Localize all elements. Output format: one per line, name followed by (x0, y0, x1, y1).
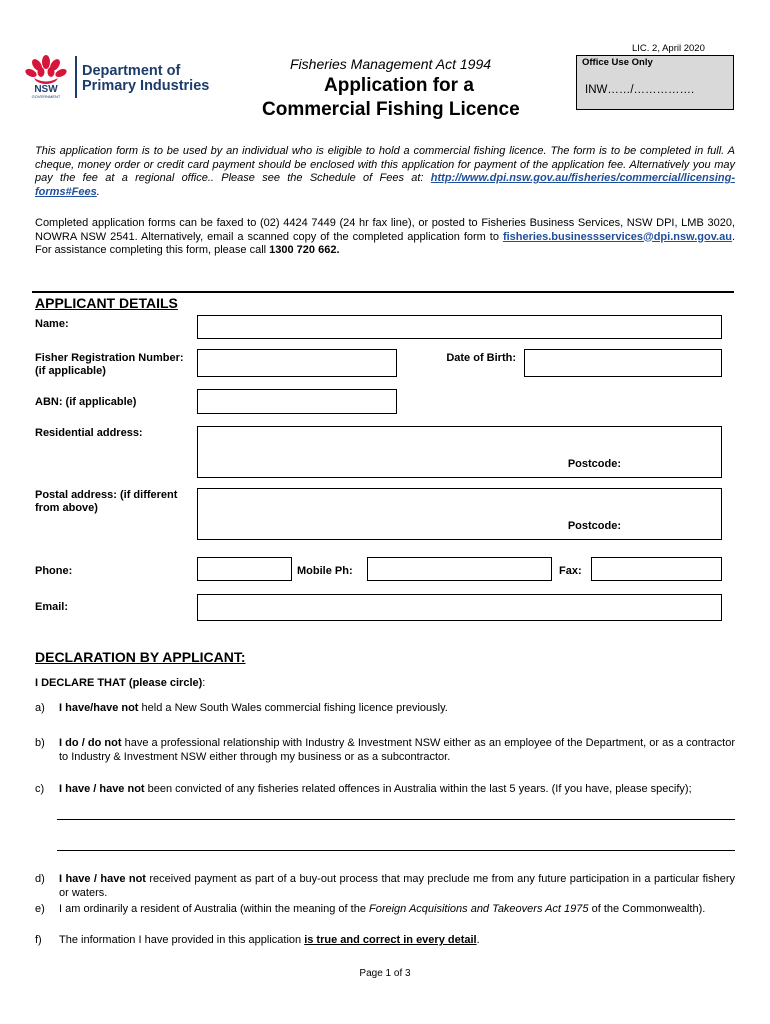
fisher-registration-label: Fisher Registration Number: (if applicable) (35, 352, 184, 377)
assistance-phone: 1300 720 662. (269, 244, 340, 256)
form-code: LIC. 2, April 2020 (632, 43, 705, 54)
mobile-label: Mobile Ph: (297, 565, 353, 577)
name-label: Name: (35, 318, 69, 330)
dob-label: Date of Birth: (446, 352, 516, 364)
email-link[interactable]: fisheries.businessservices@dpi.nsw.gov.au (502, 230, 732, 243)
residential-address-input[interactable] (197, 426, 722, 478)
offence-details-line-2[interactable] (57, 850, 735, 851)
residential-postcode-label: Postcode: (567, 458, 621, 470)
office-use-reference: INW……/……………. (585, 84, 695, 96)
email-input[interactable] (197, 594, 722, 621)
phone-input[interactable] (197, 557, 292, 581)
submission-paragraph: Completed application forms can be faxed to (02) 4424 7449 (24 hr fax line), or posted to Fisheries Business Services, NSW DPI, LMB 3020, NOWRA NSW 2541. Alternatively, email a scanned copy of the completed application form to fisheries.businessservices@dpi.nsw.gov.au. For assistance completing this form, please call 1300 720 662. (35, 217, 735, 256)
office-use-label: Office Use Only (582, 57, 653, 68)
intro-paragraph: This application form is to be used by an individual who is eligible to hold a commercial fishing licence. The form is to be completed in full. A cheque, money order or credit card payment should be enclosed with this application for payment of the application fee. Alternatively you may pay the fee at a regional office.. Please see the Schedule of Fees at: http://www.dpi.nsw.gov.au/fisheries/commercial/licensing-forms#Fees. (35, 145, 735, 198)
phone-label: Phone: (35, 565, 73, 577)
fees-link[interactable]: http://www.dpi.nsw.gov.au/fisheries/commercial/licensing-forms#Fees (35, 172, 735, 198)
government-wordmark: GOVERNMENT (31, 94, 61, 99)
fisher-registration-input[interactable] (197, 349, 397, 377)
mobile-input[interactable] (367, 557, 552, 581)
dpi-logo (24, 54, 224, 100)
applicant-details-heading: APPLICANT DETAILS (35, 295, 178, 311)
postal-address-input[interactable] (197, 488, 722, 540)
postal-postcode-label: Postcode: (567, 520, 621, 532)
fax-input[interactable] (591, 557, 722, 581)
act-title: Fisheries Management Act 1994 (290, 56, 492, 72)
office-use-box (576, 55, 734, 110)
form-title-line2: Commercial Fishing Licence (262, 99, 520, 120)
email-label: Email: (35, 601, 69, 613)
postal-address-label: Postal address: (if different from above) (35, 489, 178, 514)
page-number: Page 1 of 3 (359, 968, 411, 979)
declaration-heading: DECLARATION BY APPLICANT: (35, 649, 246, 665)
nsw-wordmark: NSW (34, 84, 58, 95)
declaration-intro: I DECLARE THAT (please circle): (35, 677, 206, 689)
offence-details-line-1[interactable] (57, 819, 735, 820)
declaration-choice-d[interactable]: I have / have not (59, 873, 146, 885)
abn-label: ABN: (if applicable) (35, 396, 137, 408)
fax-label: Fax: (559, 565, 582, 577)
residential-address-label: Residential address: (35, 427, 143, 439)
logo-divider (75, 56, 77, 98)
declaration-choice-a[interactable]: I have/have not (59, 702, 139, 714)
department-name: Department of Primary Industries (82, 63, 210, 94)
name-input[interactable] (197, 315, 722, 339)
form-title-line1: Application for a (324, 75, 474, 96)
declaration-choice-b[interactable]: I do / do not (59, 737, 122, 749)
abn-input[interactable] (197, 389, 397, 414)
nsw-waratah-icon (24, 54, 68, 100)
section-divider (32, 291, 734, 293)
declaration-choice-c[interactable]: I have / have not (59, 783, 145, 795)
dob-input[interactable] (524, 349, 722, 377)
